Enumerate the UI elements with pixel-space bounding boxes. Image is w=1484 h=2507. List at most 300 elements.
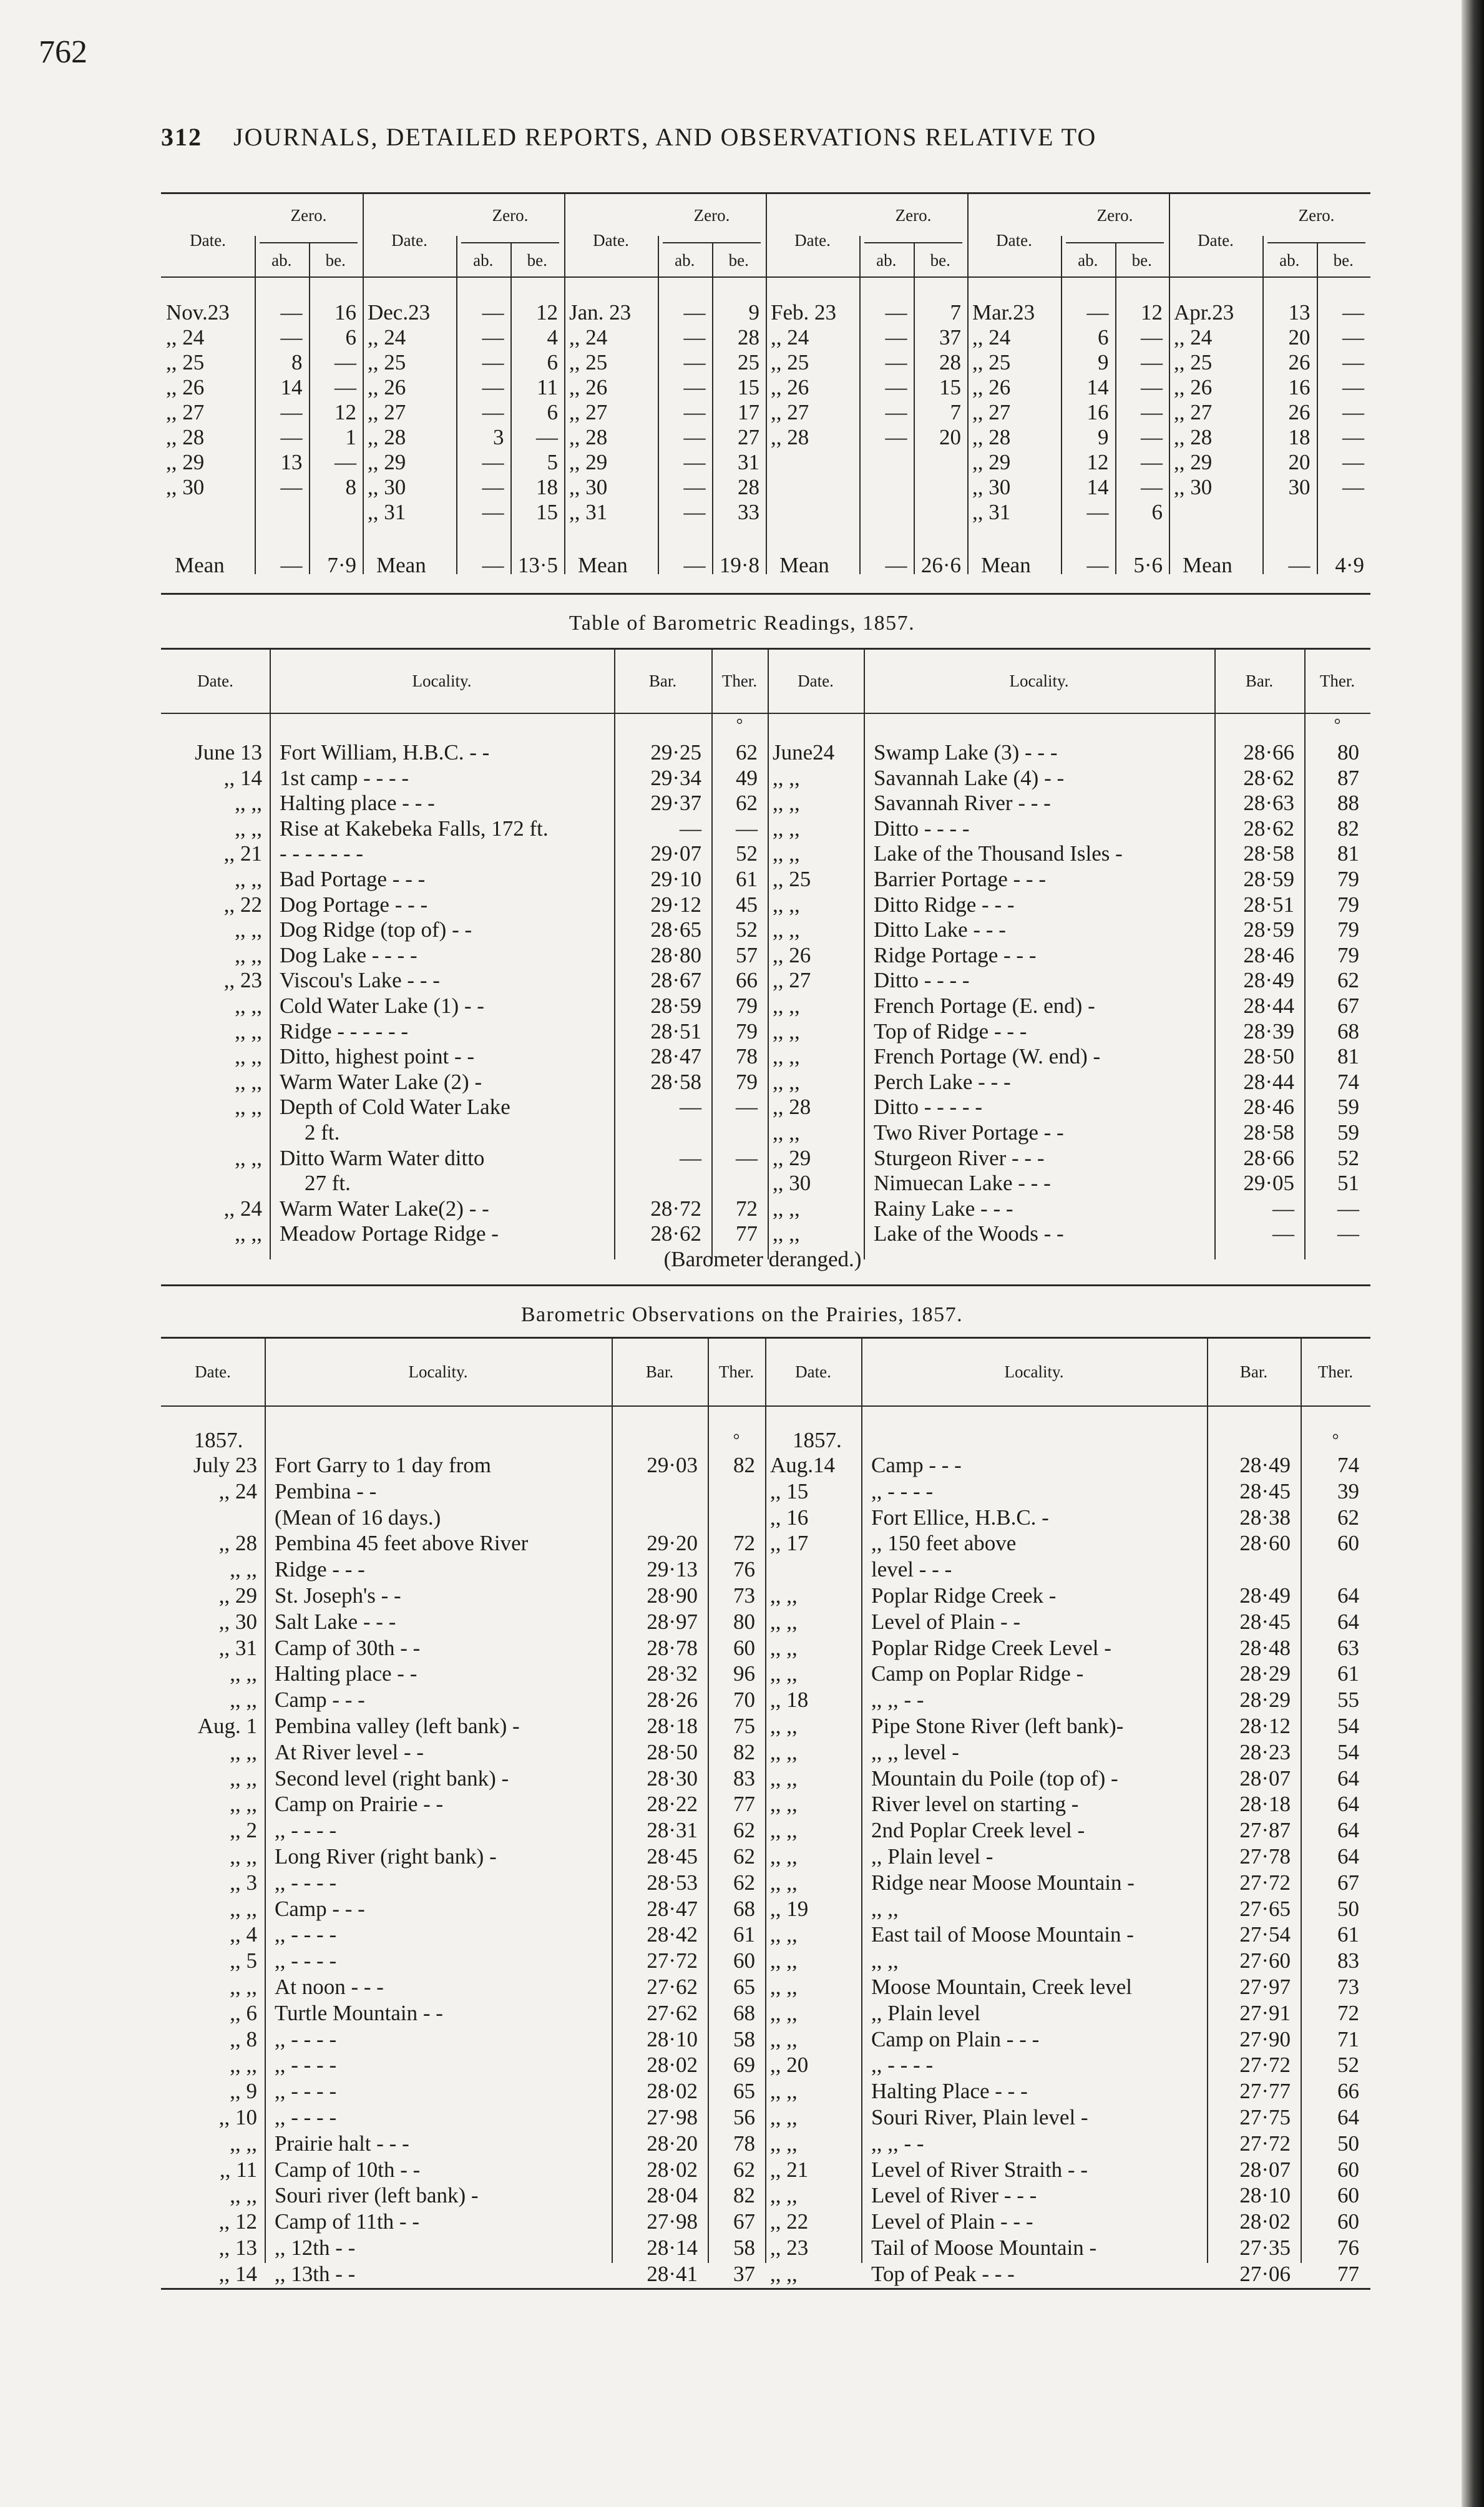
- date-cell: ,, 5: [230, 1948, 257, 1973]
- mean-be: 5·6: [1133, 553, 1163, 577]
- be-cell: 1: [345, 425, 356, 450]
- column-rule: [265, 1337, 266, 2263]
- mean-be: 13·5: [517, 553, 558, 577]
- mean-be: 4·9: [1335, 553, 1364, 577]
- ther-cell: 79: [736, 1019, 758, 1043]
- bar-cell: 28·30: [647, 1766, 698, 1791]
- ther-cell: 74: [1337, 1453, 1359, 1477]
- date-cell: ,, ,,: [230, 1557, 257, 1582]
- ab-cell: —: [280, 475, 303, 500]
- bar-cell: 29·07: [650, 841, 701, 866]
- bar-cell: 28·18: [1239, 1792, 1291, 1817]
- date-cell: ,, 21: [223, 841, 262, 866]
- locality-cell: Savannah Lake (4) - -: [874, 765, 1065, 790]
- date-cell: ,, 26: [773, 942, 811, 967]
- ther-cell: 64: [1337, 1792, 1359, 1817]
- column-rule: [1214, 648, 1216, 1259]
- locality-cell: Ditto Warm Water ditto: [280, 1145, 485, 1170]
- be-cell: 4: [547, 325, 558, 350]
- ab-column-rule: [456, 236, 457, 574]
- locality-header: Locality.: [1009, 672, 1069, 690]
- ther-cell: 61: [1337, 1661, 1359, 1686]
- date-cell: ,, ,,: [235, 994, 262, 1018]
- locality-cell: ,, - - - -: [275, 2026, 337, 2051]
- date-cell: ,, 4: [230, 1922, 257, 1947]
- ther-cell: 64: [1337, 2105, 1359, 2129]
- date-cell: ,, ,,: [235, 791, 262, 816]
- ther-cell: 77: [733, 1792, 755, 1817]
- ab-header: ab.: [1078, 251, 1098, 270]
- be-header: be.: [1131, 251, 1152, 270]
- date-cell: ,, 31: [972, 500, 1011, 525]
- bar-cell: 27·77: [1239, 2079, 1291, 2104]
- ab-cell: —: [280, 400, 303, 425]
- locality-cell: ,, - - - -: [871, 2053, 934, 2078]
- date-cell: ,, ,,: [773, 1221, 800, 1246]
- table-bottom-rule: [161, 593, 1370, 595]
- ab-cell: —: [683, 475, 706, 500]
- date-cell: ,, 25: [368, 350, 406, 375]
- locality-cell: Dog Portage - - -: [280, 892, 428, 917]
- be-cell: —: [1342, 475, 1364, 500]
- bar-cell: 28·59: [1243, 867, 1294, 891]
- locality-cell: River level on starting -: [871, 1792, 1079, 1817]
- date-cell: ,, ,,: [230, 1766, 257, 1791]
- locality-cell: Ridge - - -: [275, 1557, 365, 1582]
- bar-cell: 27·75: [1239, 2105, 1291, 2129]
- be-cell: 12: [1141, 300, 1163, 325]
- ab-cell: —: [482, 375, 504, 400]
- locality-cell: Ditto - - - -: [874, 968, 970, 993]
- ab-cell: 12: [1086, 450, 1109, 475]
- date-header: Date.: [195, 1362, 231, 1381]
- column-rule: [864, 648, 865, 1259]
- be-cell: 28: [738, 325, 759, 350]
- locality-cell: ,, - - - -: [275, 1818, 337, 1843]
- date-cell: ,, 30: [1174, 475, 1213, 500]
- be-cell: 15: [536, 500, 558, 525]
- date-cell: July 23: [193, 1453, 257, 1477]
- locality-cell: Dog Ridge (top of) - -: [280, 917, 472, 942]
- date-cell: ,, 19: [770, 1896, 809, 1921]
- date-cell: Nov.23: [166, 300, 230, 325]
- locality-cell: Lake of the Woods - -: [874, 1221, 1064, 1246]
- date-cell: ,, ,,: [230, 1844, 257, 1869]
- ther-cell: 72: [733, 1531, 755, 1556]
- ab-header: ab.: [271, 251, 292, 270]
- bar-cell: 28·14: [647, 2236, 698, 2260]
- ther-cell: 67: [1337, 1870, 1359, 1895]
- bar-cell: 27·87: [1239, 1818, 1291, 1843]
- bar-cell: 27·91: [1239, 2000, 1291, 2025]
- bar-cell: 28·04: [647, 2183, 698, 2208]
- ther-cell: 50: [1337, 2131, 1359, 2156]
- date-cell: ,, ,,: [235, 1044, 262, 1069]
- date-cell: ,, ,,: [770, 1870, 798, 1895]
- locality-cell: Camp on Plain - - -: [871, 2026, 1040, 2051]
- ther-cell: 45: [736, 892, 758, 917]
- date-cell: ,, 22: [770, 2209, 809, 2234]
- date-cell: ,, ,,: [773, 1196, 800, 1221]
- date-cell: ,, ,,: [770, 1818, 798, 1843]
- date-cell: ,, 8: [230, 2026, 257, 2051]
- locality-cell: Pembina valley (left bank) -: [275, 1714, 520, 1738]
- date-header: Date.: [197, 672, 233, 690]
- bar-cell: 28·32: [647, 1661, 698, 1686]
- ther-cell: 39: [1337, 1478, 1359, 1503]
- zero-header: Zero.: [693, 206, 730, 225]
- column-rule: [1304, 648, 1306, 1259]
- ther-cell: 60: [1337, 2183, 1359, 2208]
- be-cell: —: [1342, 425, 1364, 450]
- date-cell: ,, 16: [770, 1505, 809, 1530]
- ther-cell: —: [736, 1095, 758, 1120]
- page-number: 762: [39, 34, 87, 70]
- column-rule: [614, 648, 615, 1259]
- be-column-rule: [914, 243, 915, 574]
- be-cell: —: [536, 425, 558, 450]
- be-cell: 15: [738, 375, 759, 400]
- date-cell: ,, 12: [218, 2209, 257, 2234]
- bar-cell: 28·78: [647, 1635, 698, 1660]
- locality-cell: At noon - - -: [275, 1975, 384, 1999]
- zero-header: Zero.: [1096, 206, 1133, 225]
- date-cell: ,, 27: [368, 400, 406, 425]
- block-separator: [363, 192, 364, 574]
- date-cell: ,, 31: [218, 1635, 257, 1660]
- date-cell: ,, 30: [368, 475, 406, 500]
- ther-cell: 74: [1337, 1069, 1359, 1094]
- running-head-title: JOURNALS, DETAILED REPORTS, AND OBSERVATIONS RELATIVE TO: [233, 123, 1097, 151]
- locality-cell: Ditto, highest point - -: [280, 1044, 475, 1069]
- date-cell: June24: [773, 740, 835, 765]
- locality-cell: ,, ,,: [871, 1896, 899, 1921]
- ther-cell: 61: [736, 867, 758, 891]
- bar-cell: —: [680, 816, 701, 841]
- ther-header: Ther.: [721, 672, 758, 690]
- mean-be: 26·6: [920, 553, 961, 577]
- ab-header: ab.: [473, 251, 494, 270]
- locality-cell: Moose Mountain, Creek level: [871, 1975, 1132, 1999]
- locality-cell: ,, ,,: [871, 1948, 899, 1973]
- bar-cell: 28·80: [650, 942, 701, 967]
- date-cell: ,, 29: [368, 450, 406, 475]
- be-cell: —: [334, 450, 356, 475]
- ther-cell: 68: [1337, 1019, 1359, 1043]
- ab-cell: —: [683, 400, 706, 425]
- be-column-rule: [1115, 243, 1116, 574]
- locality-cell: Fort William, H.B.C. - -: [280, 740, 490, 765]
- locality-cell: French Portage (E. end) -: [874, 994, 1095, 1018]
- ther-cell: 79: [1337, 917, 1359, 942]
- ther-cell: 71: [1337, 2026, 1359, 2051]
- date-cell: ,, 29: [1174, 450, 1213, 475]
- ther-cell: 60: [1337, 1531, 1359, 1556]
- date-cell: ,, 20: [770, 2053, 809, 2078]
- be-cell: —: [1141, 475, 1163, 500]
- be-cell: —: [1342, 350, 1364, 375]
- bar-cell: 28·62: [1243, 765, 1294, 790]
- header-bottom-rule: [161, 713, 1370, 714]
- ab-column-rule: [859, 236, 861, 574]
- locality-cell: French Portage (W. end) -: [874, 1044, 1101, 1069]
- bar-cell: 29·34: [650, 765, 701, 790]
- date-cell: ,, ,,: [773, 765, 800, 790]
- ther-cell: 54: [1337, 1739, 1359, 1764]
- ab-cell: 13: [280, 450, 303, 475]
- bar-cell: 28·49: [1243, 968, 1294, 993]
- ther-cell: 76: [733, 1557, 755, 1582]
- bar-cell: 28·67: [650, 968, 701, 993]
- date-cell: ,, 30: [166, 475, 205, 500]
- date-cell: ,, 23: [770, 2236, 809, 2260]
- locality-cell: Turtle Mountain - -: [275, 2000, 443, 2025]
- column-rule: [1301, 1337, 1302, 2263]
- ther-cell: 67: [1337, 994, 1359, 1018]
- be-cell: —: [1141, 450, 1163, 475]
- ther-cell: 82: [733, 1453, 755, 1477]
- date-cell: ,, ,,: [230, 1975, 257, 1999]
- date-cell: ,, ,,: [235, 867, 262, 891]
- bar-cell: 28·31: [647, 1818, 698, 1843]
- date-cell: ,, ,,: [235, 1069, 262, 1094]
- mean-ab: —: [1288, 553, 1311, 577]
- date-cell: Jan. 23: [569, 300, 632, 325]
- bar-cell: 28·02: [647, 2053, 698, 2078]
- ther-cell: 59: [1337, 1095, 1359, 1120]
- ab-column-rule: [1262, 236, 1264, 574]
- ther-cell: 80: [733, 1609, 755, 1634]
- date-cell: ,, 30: [972, 475, 1011, 500]
- date-cell: ,, 29: [218, 1583, 257, 1608]
- date-cell: ,, ,,: [770, 1766, 798, 1791]
- column-rule: [765, 1337, 766, 2263]
- bar-cell: 27·06: [1239, 2261, 1291, 2286]
- be-column-rule: [510, 243, 512, 574]
- date-cell: ,, 26: [771, 375, 809, 400]
- date-cell: ,, 29: [972, 450, 1011, 475]
- be-cell: 9: [748, 300, 759, 325]
- bar-cell: 28·90: [647, 1583, 698, 1608]
- locality-cell: Bad Portage - - -: [280, 867, 426, 891]
- locality-cell: Ridge Portage - - -: [874, 942, 1037, 967]
- ther-cell: 80: [1337, 740, 1359, 765]
- bar-cell: 28·72: [650, 1196, 701, 1221]
- locality-cell: ,, ,, - -: [871, 1688, 924, 1713]
- column-rule: [612, 1337, 613, 2263]
- date-cell: ,, 25: [773, 867, 811, 891]
- date-cell: ,, ,,: [230, 1792, 257, 1817]
- ther-cell: 65: [733, 2079, 755, 2104]
- ther-cell: 58: [733, 2236, 755, 2260]
- bar-cell: 27·72: [647, 1948, 698, 1973]
- ther-cell: 70: [733, 1688, 755, 1713]
- mean-ab: —: [482, 553, 504, 577]
- date-cell: ,, 21: [770, 2157, 809, 2182]
- date-cell: ,, 28: [1174, 425, 1213, 450]
- be-cell: 5: [547, 450, 558, 475]
- ab-column-rule: [658, 236, 659, 574]
- bar-cell: 28·12: [1239, 1714, 1291, 1738]
- ab-cell: —: [885, 325, 907, 350]
- ther-cell: 64: [1337, 1583, 1359, 1608]
- bar-cell: 28·59: [1243, 917, 1294, 942]
- locality-cell: Cold Water Lake (1) - -: [280, 994, 484, 1018]
- date-cell: ,, ,,: [235, 1145, 262, 1170]
- ther-cell: 64: [1337, 1844, 1359, 1869]
- zero-header: Zero.: [1298, 206, 1335, 225]
- date-cell: ,, 24: [223, 1196, 262, 1221]
- bar-cell: 29·37: [650, 791, 701, 816]
- ther-cell: 83: [733, 1766, 755, 1791]
- date-cell: ,, 24: [368, 325, 406, 350]
- date-cell: ,, ,,: [230, 1896, 257, 1921]
- date-cell: ,, ,,: [770, 1975, 798, 1999]
- date-cell: ,, 25: [569, 350, 608, 375]
- ther-cell: 72: [736, 1196, 758, 1221]
- date-cell: ,, 26: [569, 375, 608, 400]
- ther-cell: 75: [733, 1714, 755, 1738]
- locality-cell: Halting Place - - -: [871, 2079, 1028, 2104]
- table-top-rule: [161, 648, 1370, 650]
- ab-cell: —: [683, 375, 706, 400]
- date-cell: ,, 9: [230, 2079, 257, 2104]
- ab-cell: —: [885, 375, 907, 400]
- ther-cell: 55: [1337, 1688, 1359, 1713]
- ab-cell: —: [482, 300, 504, 325]
- date-cell: ,, 27: [972, 400, 1011, 425]
- locality-cell: Two River Portage - -: [874, 1120, 1064, 1145]
- ther-cell: 79: [1337, 867, 1359, 891]
- ther-cell: 37: [733, 2261, 755, 2286]
- bar-cell: 28·51: [650, 1019, 701, 1043]
- degree-mark: °: [736, 715, 743, 734]
- ther-cell: 81: [1337, 1044, 1359, 1069]
- ab-cell: 6: [1098, 325, 1109, 350]
- ab-cell: —: [683, 450, 706, 475]
- ther-cell: 88: [1337, 791, 1359, 816]
- ther-cell: 57: [736, 942, 758, 967]
- column-rule: [1207, 1337, 1208, 2263]
- ther-cell: 78: [736, 1044, 758, 1069]
- bar-cell: —: [680, 1095, 701, 1120]
- be-cell: —: [1141, 400, 1163, 425]
- be-cell: 28: [738, 475, 759, 500]
- bar-cell: 29·03: [647, 1453, 698, 1477]
- locality-cell: Poplar Ridge Creek -: [871, 1583, 1057, 1608]
- date-header: Date.: [190, 231, 226, 250]
- ab-cell: —: [683, 300, 706, 325]
- date-cell: ,, 25: [166, 350, 205, 375]
- be-header: be.: [1333, 251, 1354, 270]
- locality-cell: Camp of 10th - -: [275, 2157, 421, 2182]
- degree-mark: °: [1334, 715, 1341, 734]
- be-cell: 25: [738, 350, 759, 375]
- ther-cell: 52: [736, 917, 758, 942]
- locality-cell: Warm Water Lake(2) - -: [280, 1196, 489, 1221]
- date-cell: ,, 2: [230, 1818, 257, 1843]
- ther-cell: 62: [1337, 968, 1359, 993]
- locality-cell: ,, 150 feet above: [871, 1531, 1017, 1556]
- date-cell: ,, ,,: [773, 1019, 800, 1043]
- ther-cell: 77: [736, 1221, 758, 1246]
- ab-cell: —: [482, 500, 504, 525]
- date-cell: ,, 27: [569, 400, 608, 425]
- bar-cell: 28·65: [650, 917, 701, 942]
- locality-cell: Level of Plain - - -: [871, 2209, 1033, 2234]
- date-cell: ,, ,,: [230, 1739, 257, 1764]
- be-cell: 12: [536, 300, 558, 325]
- locality-cell: ,, ,, level -: [871, 1739, 959, 1764]
- be-cell: 28: [939, 350, 961, 375]
- locality-cell: ,, ,, - -: [871, 2131, 924, 2156]
- ab-cell: 26: [1288, 350, 1311, 375]
- locality-cell: Pipe Stone River (left bank)-: [871, 1714, 1124, 1738]
- locality-cell: Ditto - - - -: [874, 816, 970, 841]
- year-label: 1857.: [193, 1428, 243, 1452]
- locality-cell: Rise at Kakebeka Falls, 172 ft.: [280, 816, 549, 841]
- date-cell: ,, 30: [569, 475, 608, 500]
- mean-label: Mean: [175, 553, 225, 577]
- ab-cell: —: [683, 500, 706, 525]
- locality-cell: Mountain du Poile (top of) -: [871, 1766, 1118, 1791]
- ther-cell: 62: [736, 791, 758, 816]
- locality-cell: ,, 13th - -: [275, 2261, 356, 2286]
- date-cell: ,, 26: [166, 375, 205, 400]
- locality-cell: Ditto Ridge - - -: [874, 892, 1015, 917]
- be-cell: 7: [950, 400, 961, 425]
- ther-cell: 58: [733, 2026, 755, 2051]
- locality-cell: Pembina 45 feet above River: [275, 1531, 529, 1556]
- locality-cell: Tail of Moose Mountain -: [871, 2236, 1097, 2260]
- ab-cell: —: [482, 400, 504, 425]
- ther-cell: 61: [1337, 1922, 1359, 1947]
- ther-cell: 79: [1337, 892, 1359, 917]
- date-cell: ,, ,,: [773, 791, 800, 816]
- mean-label: Mean: [779, 553, 829, 577]
- zero-header: Zero.: [290, 206, 327, 225]
- bar-cell: 27·72: [1239, 2053, 1291, 2078]
- date-header: Date.: [996, 231, 1032, 250]
- date-cell: ,, ,,: [770, 2026, 798, 2051]
- locality-cell: ,, - - - -: [275, 2079, 337, 2104]
- bar-cell: 28·44: [1243, 1069, 1294, 1094]
- date-cell: ,, 18: [770, 1688, 809, 1713]
- block-separator: [1169, 192, 1170, 574]
- ther-cell: —: [1337, 1196, 1359, 1221]
- locality-cell: Top of Ridge - - -: [874, 1019, 1027, 1043]
- date-cell: ,, 31: [368, 500, 406, 525]
- bar-cell: 27·72: [1239, 2131, 1291, 2156]
- be-cell: 20: [939, 425, 961, 450]
- bar-cell: 28·58: [1243, 841, 1294, 866]
- bar-cell: 27·90: [1239, 2026, 1291, 2051]
- locality-cell: 2nd Poplar Creek level -: [871, 1818, 1085, 1843]
- ther-cell: 79: [736, 1069, 758, 1094]
- ther-cell: 73: [733, 1583, 755, 1608]
- mean-ab: —: [885, 553, 907, 577]
- zero-header: Zero.: [492, 206, 529, 225]
- ther-cell: 52: [736, 841, 758, 866]
- bar-cell: 27·78: [1239, 1844, 1291, 1869]
- date-cell: ,, ,,: [773, 841, 800, 866]
- be-header: be.: [728, 251, 749, 270]
- ther-cell: 52: [1337, 1145, 1359, 1170]
- date-cell: ,, ,,: [770, 1609, 798, 1634]
- locality-cell: Camp of 11th - -: [275, 2209, 419, 2234]
- be-cell: 6: [1151, 500, 1163, 525]
- bar-cell: 28·49: [1239, 1583, 1291, 1608]
